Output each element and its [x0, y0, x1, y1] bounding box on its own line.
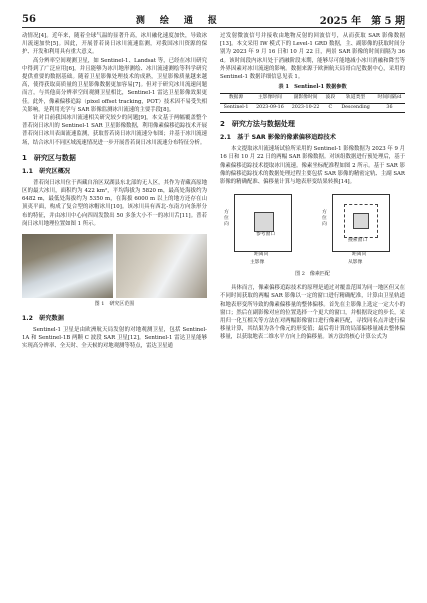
journal-name: 测 绘 通 报	[135, 15, 220, 26]
right-column	[220, 32, 405, 342]
reference-window	[254, 212, 274, 232]
table-header-row	[220, 94, 405, 103]
paragraph: 本文提取冰川流速场试验所采用的 Sentinel-1 影像数据为 2023 年 9 月 16 日和 10 月 22 日的两幅 SAR 影像数据。对该组数据进行预处理后，基于像素偏移追踪技术提取冰川流速。像素坐标配准程如图 2 所示。基于 SAR 影像的偏移追踪技术的数据处理过程主要包括 SAR 影像的精密定轨、主副 SAR 影像的精确配准、偏移量计算与地表形变结果转换[14]。	[220, 146, 405, 186]
subsection-heading: 1.2 研究数据	[22, 315, 64, 323]
table-header-cell: 副影像时间	[288, 94, 324, 103]
table-header-cell: 主影像时间	[252, 94, 288, 103]
table-cell: Sentinel-1	[220, 103, 252, 112]
issue-label: 2025 年 第 5 期	[319, 15, 405, 27]
range-label: 距离向	[352, 252, 367, 258]
table-header-cell: 数据源	[220, 94, 252, 103]
paragraph: 普若岗日冰川位于西藏自治区双湖县东北部的无人区，其作为青藏高原地区的最大冰川，面积约为 422 km²，平均海拔为 5820 m，最高处海拔约为 6482 m，最低处海拔约为 5350 m，在海拔 6000 m 以上的地方还存在山顶夷平面，构成了复合型的冰帽冰川[10]。该冰川具有西北-东南方向条形分布的特征，并由冰川中心向四周发散出 50 多条大小不一的冰川舌[11]。普若岗日冰川地理位置如图 1 所示。	[22, 179, 207, 227]
azimuth-label: 方位向	[224, 210, 229, 228]
paragraph: 具体而言，像素偏移追踪技术的原理是通过对覆盖范围为同一地区但又在不同时间获取的两幅 SAR 影像以一定的窗口进行精确配准，计算由卫星轨道和地表形变所导致的像素偏移量的整体偏移。首先在主影像上选定一定大小的窗口；然后在副影像对应的位置选择一个更大的窗口，并根据设定的步长，采用归一化互相关等方法在对两幅影像窗口进行像素匹配，寻找同名点并进行偏移量计算，其结果为各个像元的形变值；最后将计算的局部偏移量减去整体偏移量，以获取地表二维水平方向上的偏移量。该方法的核心计算公式为	[220, 285, 405, 341]
matching-window	[353, 213, 369, 229]
section-heading: 2 研究方法与数据处理	[220, 120, 295, 129]
header-rule	[22, 27, 405, 28]
paragraph: Sentinel-1 卫星是由欧洲航天局发射的对地观测卫星，包括 Sentinel-1A 和 Sentinel-1B 两颗 C 波段 SAR 卫星[12]。Sentinel-1 雷达卫星能够实现高分辨率、全天时、全天候的对地观测等特点，雷达卫星通	[22, 327, 207, 350]
running-header	[22, 12, 405, 26]
figure-2-caption: 图 2 像素匹配	[295, 271, 330, 278]
figure-1	[22, 234, 207, 298]
subsection-heading: 1.1 研究区概况	[22, 167, 71, 175]
paragraph: 针对目前我国冰川流速相关研究较少的问题[9]，本文基于两幅覆盖整个普若岗日冰川的 Sentinel-1 SAR 卫星影像数据，利用像素偏移追踪技术开展普若岗日冰川表面流速监测，获取普若岗日冰川流速分布图；并基于冰川流速场，结合冰川不同区域流速情况进一步开展普若岗日冰川流速分布特征分析。	[22, 115, 207, 146]
left-column	[22, 32, 207, 351]
slave-image-label: 从影像	[348, 260, 363, 266]
reference-window-label: 参考窗口	[256, 232, 276, 238]
azimuth-label: 方位向	[322, 210, 327, 228]
satellite-image-left	[22, 234, 113, 298]
table-cell: Descending	[337, 103, 374, 112]
figure-2-diagram	[220, 190, 405, 268]
table-1	[220, 93, 405, 113]
table-header-cell: 波段	[323, 94, 337, 103]
table-cell: 2023-10-22	[288, 103, 324, 112]
search-window-label: 搜索窗口	[348, 238, 368, 244]
paragraph: 动情况[4]。近年来，随着全球气温的显著升高，冰川融化速度加快，导致冰川流速加快[5]。因此，开展普若岗日冰川流速监测，对我国冰川资源的保护、开发和利用具有重大意义。	[22, 33, 207, 56]
figure-1-caption: 图 1 研究区范围	[94, 301, 135, 308]
table-cell: 36	[374, 103, 405, 112]
table-cell: 2023-09-16	[252, 103, 288, 112]
range-label: 距离向	[254, 252, 269, 258]
subsection-heading: 2.1 基于 SAR 影像的像素偏移追踪技术	[220, 134, 336, 142]
table-row	[220, 103, 405, 112]
table-cell: C	[323, 103, 337, 112]
paragraph: 高分辨率空间观测卫星，如 Sentinel-1、Landsat 等，已经在冰川研究中得到了广泛应用[6]，并且能够为冰川地形测绘、冰川流速测绘等科学研究提供重要的数据基础。随着卫星影像处理技术的成熟，卫星影像质量越来越高，使得获取高质量的卫星影像数据更加容易[7]。但对于研究冰川流速问题而言，与其他高分辨率空间观测卫星相比，Sentinel-1 雷达卫星影像效果更佳。此外，像素偏移追踪（pixel offset tracking，POT）技术因不易受失相关影响，是利用光学与 SAR 影像监测冰川流速的主要手段[8]。	[22, 57, 207, 113]
section-heading: 1 研究区与数据	[22, 153, 76, 162]
table-1-caption: 表 1 Sentinel-1 数据参数	[278, 84, 347, 91]
paragraph: 过发射微波信号并接收由地物反射的回波信号，从而获取 SAR 影像数据[13]。本文采用 IW 模式下的 Level-1 GRD 数据，主、副影像的获取时间分别为 2023 年 9 月 16 日和 10 月 22 日，两景 SAR 影像的时间间隔为 36 d。该时间段内冰川处于消融阶段末期，能够尽可能地减小冰川消融和降雪等外界因素对冰川流速的影响。数据来源于欧洲航天局哥白尼数据中心，采用的 Sentinel-1 数据详细信息见表 1。	[220, 33, 405, 81]
table-header-cell: 时间间隔/d	[374, 94, 405, 103]
page-number: 56	[22, 13, 36, 25]
table-header-cell: 轨道类型	[337, 94, 374, 103]
satellite-image-right	[116, 234, 207, 298]
master-image-label: 主影像	[250, 260, 265, 266]
